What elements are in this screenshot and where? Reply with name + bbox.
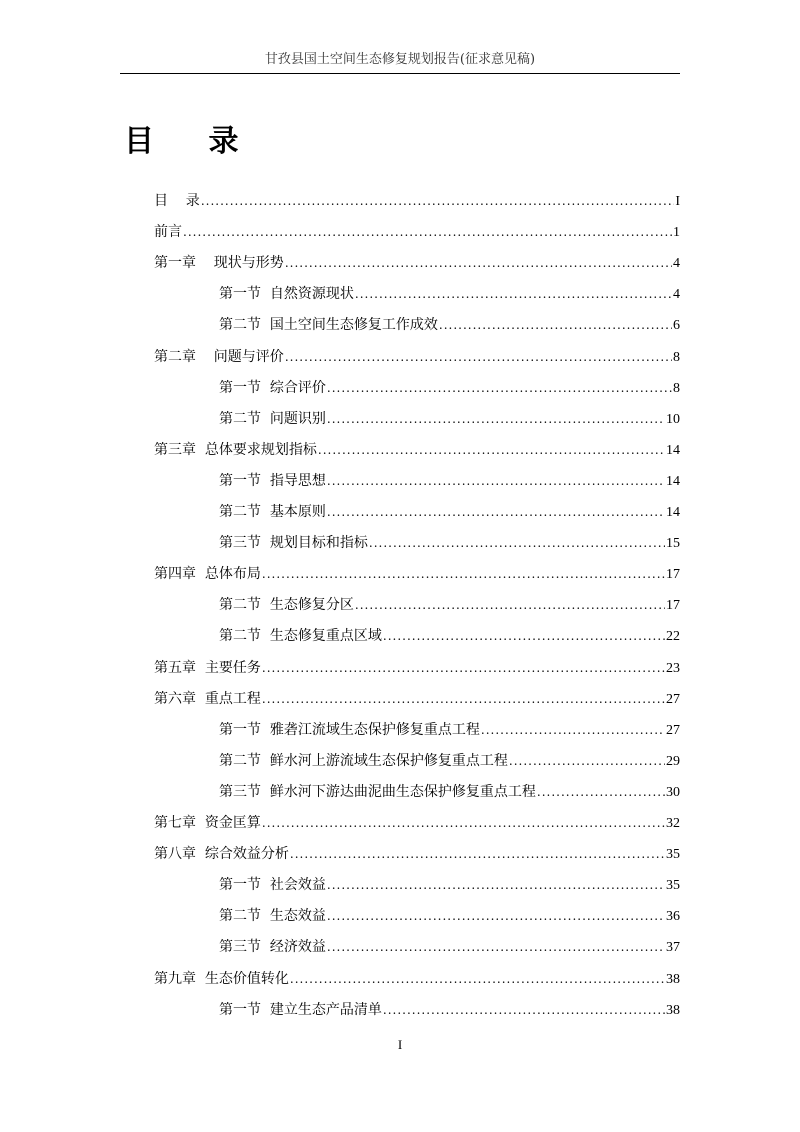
toc-entry[interactable] <box>219 378 680 398</box>
toc-entry-page: 17 <box>666 598 680 614</box>
toc-entry[interactable] <box>219 409 680 429</box>
toc-entry-label: 第二节 生态修复分区 <box>219 597 354 614</box>
toc-entry-label: 第二节 国土空间生态修复工作成效 <box>219 317 438 334</box>
toc-entry-page: 4 <box>673 287 680 303</box>
toc-entry[interactable] <box>219 1000 680 1020</box>
toc-entry-label: 目 录 <box>154 193 200 209</box>
toc-dot-leader <box>481 720 665 740</box>
toc-entry-page: 4 <box>673 256 680 272</box>
toc-dot-leader <box>369 533 665 553</box>
toc-dot-leader <box>290 969 665 989</box>
toc-entry-page: 14 <box>666 473 680 489</box>
toc-entry-label: 第四章 总体布局 <box>154 566 261 583</box>
toc-entry-label: 第六章 重点工程 <box>154 690 261 707</box>
toc-dot-leader <box>290 844 665 864</box>
toc-dot-leader <box>327 378 672 398</box>
toc-entry[interactable] <box>219 595 680 615</box>
toc-entry-label: 第二节 问题识别 <box>219 410 326 427</box>
toc-entry-page: 14 <box>666 505 680 520</box>
toc-entry[interactable] <box>154 253 680 273</box>
toc-entry-label: 第二节 鲜水河上游流域生态保护修复重点工程 <box>219 752 508 769</box>
toc-entry-label: 第一节 自然资源现状 <box>219 286 354 303</box>
toc-entry-label: 第三节 经济效益 <box>219 939 326 956</box>
toc-entry-label: 第二节 基本原则 <box>219 504 326 520</box>
toc-entry[interactable] <box>219 720 680 740</box>
toc-entry-page: 36 <box>666 909 680 925</box>
toc-dot-leader <box>383 626 665 646</box>
toc-entry[interactable] <box>154 813 680 833</box>
toc-dot-leader <box>355 284 672 304</box>
toc-entry-label: 第一节 雅砻江流域生态保护修复重点工程 <box>219 721 480 738</box>
toc-entry-page: 22 <box>666 629 680 645</box>
toc-dot-leader <box>327 937 665 957</box>
toc-dot-leader <box>327 502 665 522</box>
toc-dot-leader <box>285 253 672 273</box>
toc-entry-page: 38 <box>666 1002 680 1018</box>
toc-entry-page: 1 <box>673 225 680 241</box>
toc-entry-page: 14 <box>666 442 680 458</box>
toc-entry-label: 第一章 现状与形势 <box>154 255 284 272</box>
toc-entry-page: 37 <box>666 940 680 956</box>
toc-entry[interactable] <box>154 347 680 367</box>
toc-dot-leader <box>383 1000 665 1020</box>
toc-entry-page: 29 <box>666 753 680 769</box>
toc-entry-page: 8 <box>673 380 680 396</box>
toc-entry[interactable] <box>154 844 680 864</box>
toc-entry[interactable] <box>219 471 680 491</box>
toc-entry-label: 第八章 综合效益分析 <box>154 846 289 863</box>
toc-entry-page: 27 <box>666 722 680 738</box>
toc-entry[interactable] <box>154 689 680 709</box>
toc-entry-label: 第一节 综合评价 <box>219 379 326 396</box>
toc-dot-leader <box>537 782 665 802</box>
toc-entry[interactable] <box>154 564 680 584</box>
toc-entry-label: 第二节 生态修复重点区域 <box>219 628 382 645</box>
toc-entry-label: 第二章 问题与评价 <box>154 348 284 365</box>
toc-entry-page: 8 <box>673 349 680 365</box>
toc-dot-leader <box>327 409 665 429</box>
toc-entry[interactable] <box>219 502 680 522</box>
toc-entry-page: 27 <box>666 691 680 707</box>
running-header: 甘孜县国土空间生态修复规划报告(征求意见稿) <box>264 52 536 67</box>
toc-entry-page: 6 <box>673 318 680 334</box>
toc-dot-leader <box>509 751 665 771</box>
page-number: I <box>397 1037 403 1052</box>
toc-dot-leader <box>327 471 665 491</box>
toc-dot-leader <box>355 595 665 615</box>
toc-entry-label: 第九章 生态价值转化 <box>154 970 289 987</box>
toc-entry-label: 第三节 鲜水河下游达曲泥曲生态保护修复重点工程 <box>219 783 536 800</box>
toc-entry-label: 第七章 资金匡算 <box>154 815 261 831</box>
toc-entry-page: 23 <box>666 660 680 676</box>
toc-entry-page: I <box>675 194 680 209</box>
toc-dot-leader <box>318 440 665 460</box>
toc-entry[interactable] <box>154 658 680 678</box>
toc-entry-page: 15 <box>666 536 680 552</box>
toc-dot-leader <box>439 315 672 335</box>
toc-entry[interactable] <box>154 191 680 211</box>
toc-dot-leader <box>201 191 675 211</box>
toc-entry-label: 第三节 规划目标和指标 <box>219 535 368 552</box>
toc-entry-label: 第一节 指导思想 <box>219 472 326 489</box>
toc-entry[interactable] <box>219 782 680 802</box>
toc-entry[interactable] <box>219 533 680 553</box>
toc-entry-page: 32 <box>666 816 680 831</box>
toc-dot-leader <box>262 564 665 584</box>
toc-entry[interactable] <box>154 440 680 460</box>
toc-entry-page: 30 <box>666 784 680 800</box>
toc-entry-page: 38 <box>666 971 680 987</box>
toc-entry[interactable] <box>219 937 680 957</box>
toc-entry-label: 第一节 建立生态产品清单 <box>219 1001 382 1018</box>
toc-dot-leader <box>285 347 672 367</box>
toc-dot-leader <box>327 906 665 926</box>
toc-entry-label: 第五章 主要任务 <box>154 659 261 676</box>
toc-entry[interactable] <box>219 906 680 926</box>
toc-entry-label: 第一节 社会效益 <box>219 877 326 894</box>
toc-entry-label: 第三章 总体要求规划指标 <box>154 441 317 458</box>
toc-entry-label: 第二节 生态效益 <box>219 908 326 925</box>
toc-entry[interactable] <box>219 875 680 895</box>
toc-entry-label: 前言 <box>154 224 182 241</box>
toc-entry[interactable] <box>219 751 680 771</box>
toc-dot-leader <box>262 813 665 833</box>
toc-entry-page: 35 <box>666 878 680 894</box>
toc-entry[interactable] <box>219 626 680 646</box>
toc-dot-leader <box>183 222 672 242</box>
toc-dot-leader <box>262 658 665 678</box>
toc-entry[interactable] <box>219 284 680 304</box>
toc-entry-page: 17 <box>666 567 680 583</box>
toc-dot-leader <box>327 875 665 895</box>
toc-entry[interactable] <box>154 222 680 242</box>
toc-entry-page: 10 <box>666 411 680 427</box>
toc-title: 目 录 <box>124 124 261 159</box>
header-rule <box>120 73 680 74</box>
toc-entry[interactable] <box>219 315 680 335</box>
toc-entry[interactable] <box>154 969 680 989</box>
toc-dot-leader <box>262 689 665 709</box>
toc-entry-page: 35 <box>666 847 680 863</box>
